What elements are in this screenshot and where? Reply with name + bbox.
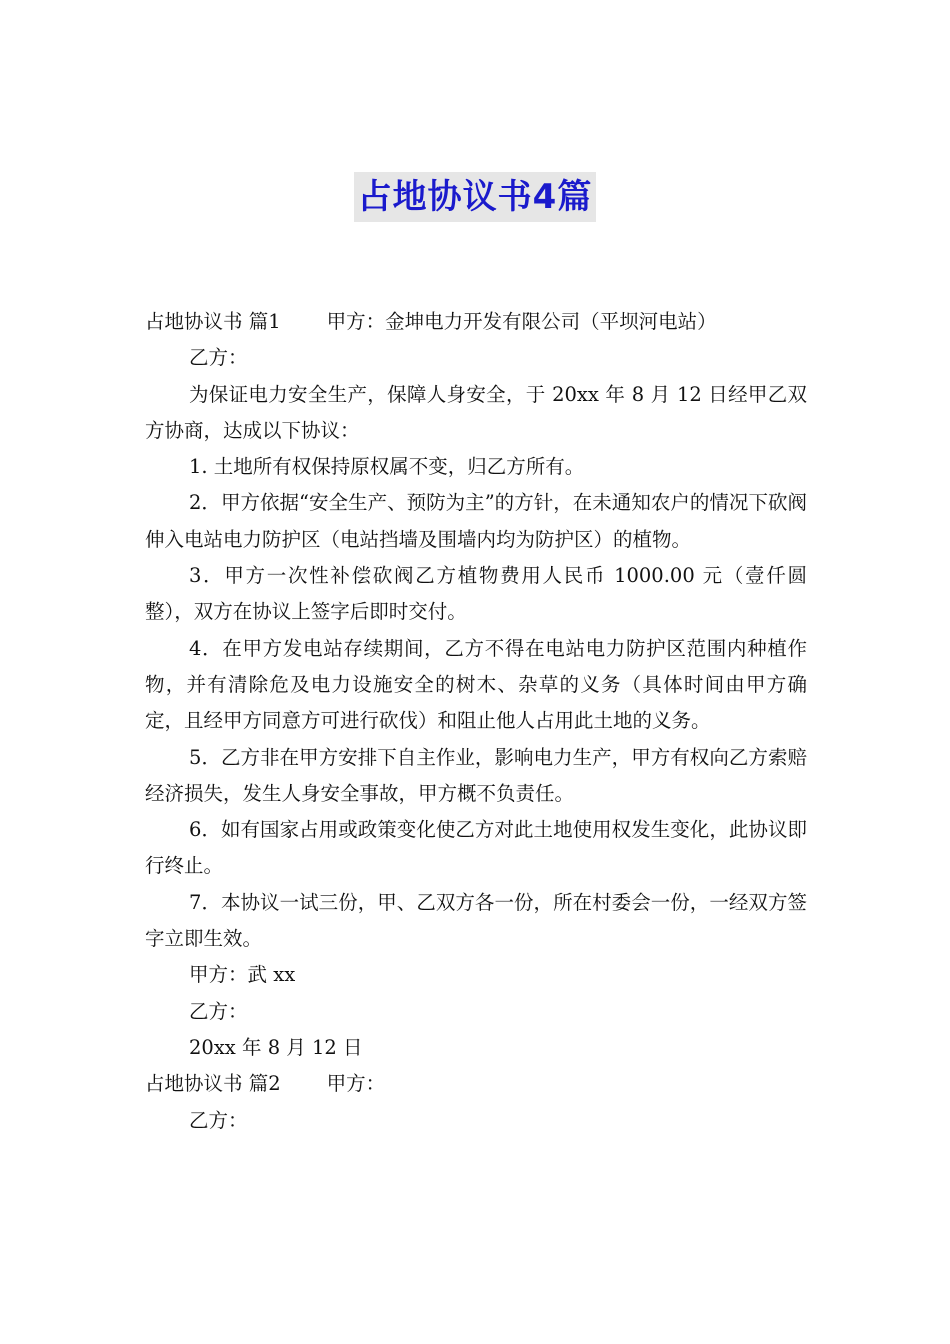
section1-intro: 为保证电力安全生产，保障人身安全，于 20xx 年 8 月 12 日经甲乙双方协商，达成以下协议： xyxy=(145,382,807,442)
clause-4: 4．在甲方发电站存续期间，乙方不得在电站电力防护区范围内种植作物，并有清除危及电力设施安全的树木、杂草的义务（具体时间由甲方确定，且经甲方同意方可进行砍伐）和阻止他人占用此土地的义务。 xyxy=(145,636,807,733)
document-title xyxy=(0,172,950,222)
section1-sign-b: 乙方： xyxy=(189,999,248,1023)
section2-heading: 占地协议书 篇2 xyxy=(145,1072,281,1096)
clause-2: 2．甲方依据“安全生产、预防为主”的方针，在未通知农户的情况下砍阀伸入电站电力防护区（电站挡墙及围墙内均为防护区）的植物。 xyxy=(145,491,807,551)
clause-7: 7．本协议一试三份，甲、乙双方各一份，所在村委会一份，一经双方签字立即生效。 xyxy=(145,890,807,951)
section2-party-a: 甲方： xyxy=(326,1072,386,1096)
section1-sign-a: 甲方：武 xx xyxy=(189,963,296,987)
section1-heading-line xyxy=(145,304,807,340)
clause-6: 6．如有国家占用或政策变化使乙方对此土地使用权发生变化，此协议即行终止。 xyxy=(145,818,807,878)
clause-3: 3．甲方一次性补偿砍阀乙方植物费用人民币 1000.00 元（壹仟圆整），双方在协议上签字后即时交付。 xyxy=(145,564,807,624)
section1-party-b: 乙方： xyxy=(189,346,248,370)
section1-heading: 占地协议书 篇1 xyxy=(145,310,281,333)
document-body xyxy=(145,304,807,1139)
clause-5: 5．乙方非在甲方安排下自主作业，影响电力生产，甲方有权向乙方索赔经济损失，发生人身安全事故，甲方概不负责任。 xyxy=(145,745,807,805)
clause-1: 1. 土地所有权保持原权属不变，归乙方所有。 xyxy=(189,455,585,479)
section2-party-b: 乙方： xyxy=(189,1108,248,1132)
title-text: 占地协议书4篇 xyxy=(354,172,597,222)
section2-heading-line xyxy=(145,1066,807,1102)
section1-date: 20xx 年 8 月 12 日 xyxy=(189,1035,363,1059)
section1-party-a: 甲方：金坤电力开发有限公司（平坝河电站） xyxy=(326,310,717,333)
